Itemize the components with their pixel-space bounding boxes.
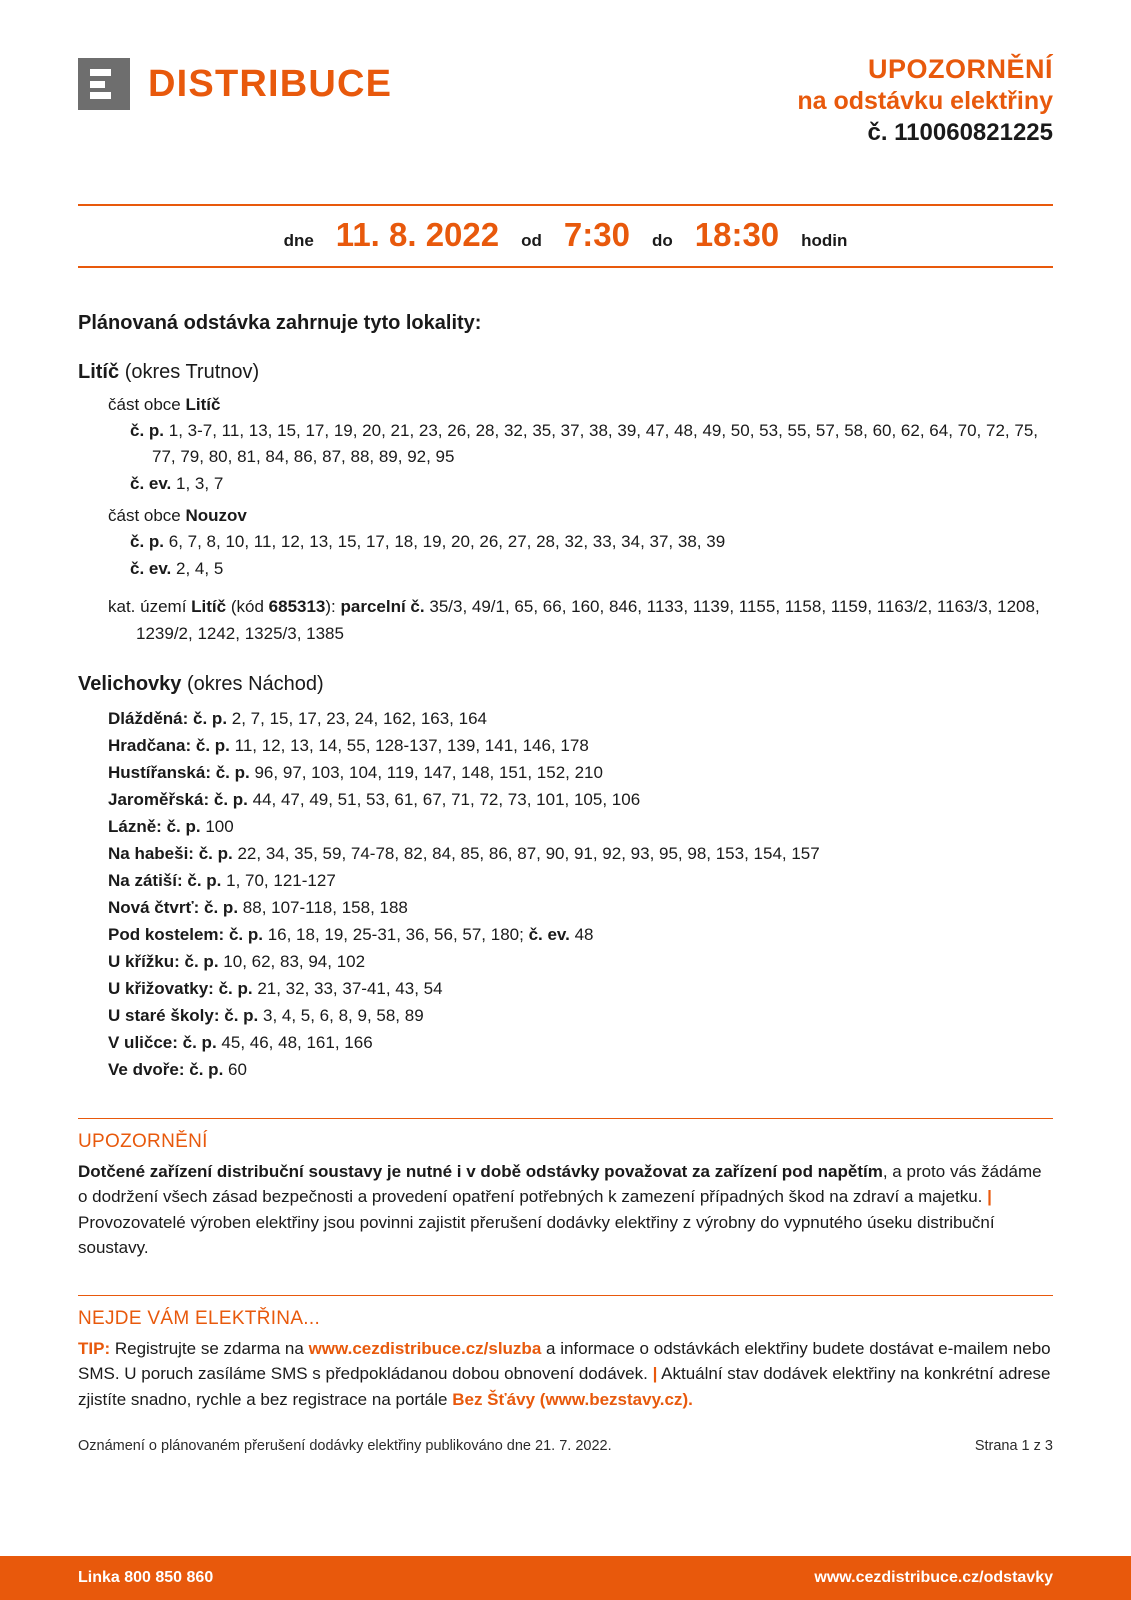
house-number-values: 1, 70, 121-127 (226, 871, 336, 891)
house-number-values: 60 (228, 1060, 247, 1080)
street-name: U křižovatky: (108, 979, 214, 999)
street-name: Na zátiší: (108, 871, 183, 891)
street-row (108, 733, 1053, 760)
footer-phone: Linka 800 850 860 (78, 1569, 214, 1586)
brand-name: DISTRIBUCE (148, 62, 393, 105)
street-name: U křížku: (108, 952, 180, 972)
notice-section-title: UPOZORNĚNÍ (78, 1130, 208, 1152)
part-name: Nouzov (185, 506, 247, 526)
house-numbers-row (130, 556, 1053, 582)
cadastre-row (108, 594, 1053, 647)
house-number-label: č. p. (198, 844, 233, 864)
power-info-text-2: a informace o odstávkách elektřiny budete dostávat e-mailem nebo SMS. U poruch zasíláme SMS s předpokládanou dobou obnovení dodávek. (78, 1338, 1051, 1384)
house-number-values: 22, 34, 35, 59, 74-78, 82, 84, 85, 86, 87, 90, 91, 92, 93, 95, 98, 153, 154, 157 (237, 844, 820, 864)
house-number-label: č. p. (204, 898, 239, 918)
divider-notice (78, 1118, 1053, 1119)
street-name: Dlážděná: (108, 709, 189, 729)
house-number-label: č. p. (195, 736, 230, 756)
label-date: dne (283, 230, 314, 250)
locality-district: (okres Náchod) (186, 672, 324, 695)
outage-date-band (78, 204, 1053, 268)
house-number-values-2: 48 (574, 925, 594, 945)
street-name: Nová čtvrť: (108, 898, 200, 918)
document-header (78, 52, 1053, 148)
locality-details-litic (108, 392, 1053, 647)
label-from: od (521, 230, 542, 250)
notice-separator: | (987, 1187, 992, 1207)
publication-note: Oznámení o plánovaném přerušení dodávky elektřiny publikováno dne 21. 7. 2022. (78, 1438, 612, 1455)
street-row (108, 949, 1053, 976)
house-number-values: 44, 47, 49, 51, 53, 61, 67, 71, 72, 73, 101, 105, 106 (252, 790, 641, 810)
house-number-values: 1, 3, 7 (176, 473, 224, 493)
locality-district: (okres Trutnov) (124, 360, 260, 383)
footer-bar (0, 1556, 1131, 1600)
cadastre-name: Litíč (191, 597, 227, 617)
street-row (108, 976, 1053, 1003)
house-numbers-row (130, 471, 1053, 497)
label-hours: hodin (801, 230, 848, 250)
tip-label: TIP: (78, 1338, 111, 1358)
street-name: Jaroměřská: (108, 790, 210, 810)
power-info-title: NEJDE VÁM ELEKTŘINA... (78, 1307, 321, 1329)
street-row (108, 706, 1053, 733)
street-row (108, 868, 1053, 895)
house-number-label: č. p. (184, 952, 219, 972)
power-info-separator: | (652, 1364, 658, 1384)
street-name: V uličce: (108, 1033, 178, 1053)
street-row (108, 922, 1053, 949)
notice-text-second: Provozovatelé výroben elektřiny jsou povinni zajistit přerušení dodávky elektřiny z výrobny do vypnutého úseku distribuční soustavy. (78, 1212, 995, 1258)
house-number-values: 11, 12, 13, 14, 55, 128-137, 139, 141, 146, 178 (234, 736, 589, 756)
street-row (108, 1003, 1053, 1030)
house-number-label-2: č. ev. (528, 925, 570, 945)
street-row (108, 814, 1053, 841)
house-number-label: č. p. (189, 1060, 224, 1080)
house-number-values: 88, 107-118, 158, 188 (242, 898, 408, 918)
street-name: Hustířanská: (108, 763, 211, 783)
outage-date: 11. 8. 2022 (335, 215, 500, 253)
house-number-values: 6, 7, 8, 10, 11, 12, 13, 15, 17, 18, 19, 20, 26, 27, 28, 32, 33, 34, 37, 38, 39 (168, 532, 726, 552)
locality-heading-litic (78, 361, 1053, 384)
house-number-values: 21, 32, 33, 37-41, 43, 54 (257, 979, 443, 999)
cadastre-code-label: (kód (230, 597, 264, 617)
divider-power-info (78, 1295, 1053, 1296)
house-numbers-row (130, 418, 1053, 471)
part-heading (108, 392, 1053, 418)
house-number-label: č. ev. (130, 558, 172, 578)
street-row (108, 760, 1053, 787)
house-number-label: č. p. (166, 817, 201, 837)
locality-name: Litíč (78, 360, 120, 383)
street-name: Ve dvoře: (108, 1060, 185, 1080)
street-row (108, 1057, 1053, 1084)
street-name: Pod kostelem: (108, 925, 225, 945)
street-list (108, 706, 1053, 1084)
parcel-label: parcelní č. (340, 597, 425, 617)
house-number-values: 96, 97, 103, 104, 119, 147, 148, 151, 152, 210 (254, 763, 603, 783)
cez-square-logo-icon (78, 58, 130, 110)
service-registration-link[interactable]: www.cezdistribuce.cz/sluzba (308, 1338, 542, 1358)
cadastre-prefix: kat. území (108, 597, 187, 617)
house-number-values: 10, 62, 83, 94, 102 (223, 952, 366, 972)
page-number: Strana 1 z 3 (974, 1438, 1053, 1455)
house-number-label: č. p. (130, 421, 165, 441)
street-row (108, 841, 1053, 868)
locality-name: Velichovky (78, 672, 182, 695)
footer-web-link[interactable]: www.cezdistribuce.cz/odstavky (814, 1569, 1053, 1586)
bez-stavy-link[interactable]: www.bezstavy.cz (545, 1389, 683, 1409)
locality-heading-velichovky (78, 673, 1053, 696)
power-info-text-1: Registrujte se zdarma na (114, 1338, 304, 1358)
notice-heading (797, 52, 1053, 148)
house-number-label: č. ev. (130, 473, 172, 493)
street-row (108, 787, 1053, 814)
part-name: Litíč (185, 394, 221, 414)
house-number-label: č. p. (193, 709, 228, 729)
house-number-label: č. p. (187, 871, 222, 891)
cadastre-code: 685313 (268, 597, 326, 617)
street-name: Na habeši: (108, 844, 194, 864)
bez-stavy-paren-close: ). (682, 1389, 693, 1409)
notice-number: č. 110060821225 (867, 118, 1053, 146)
house-number-values: 2, 7, 15, 17, 23, 24, 162, 163, 164 (231, 709, 487, 729)
outage-time-to: 18:30 (694, 215, 780, 253)
street-name: Hradčana: (108, 736, 192, 756)
notice-bold-lead: Dotčené zařízení distribuční soustavy je nutné i v době odstávky považovat za zařízení pod napětím (78, 1161, 883, 1181)
house-number-values: 3, 4, 5, 6, 8, 9, 58, 89 (262, 1006, 424, 1026)
house-number-label: č. p. (218, 979, 253, 999)
notice-title: UPOZORNĚNÍ (867, 54, 1053, 84)
part-label: část obce (108, 394, 181, 414)
house-number-values: 100 (205, 817, 234, 837)
footnote (78, 1438, 1053, 1476)
label-to: do (651, 230, 673, 250)
notice-subtitle: na odstávku elektřiny (797, 87, 1053, 116)
intro-text: Plánovaná odstávka zahrnuje tyto lokality: (78, 311, 482, 334)
house-number-label: č. p. (215, 763, 250, 783)
house-number-label: č. p. (213, 790, 248, 810)
house-number-label: č. p. (224, 1006, 259, 1026)
house-number-values: 1, 3-7, 11, 13, 15, 17, 19, 20, 21, 23, 26, 28, 32, 35, 37, 38, 39, 47, 48, 49, 50, 53, 55, 57, 58, 60, 62, 64, 70, 72, 75, 77, 79, 80, 81, 84, 86, 87, 88, 89, 92, 95 (152, 421, 1038, 467)
notice-text-after-lead: , a proto vás žádáme o dodržení všech zásad bezpečnosti a provedení opatření potřebných k zamezení případných škod na zdraví a majetku. (78, 1161, 1042, 1207)
power-info-body (78, 1336, 1053, 1413)
notice-section-body (78, 1159, 1053, 1261)
street-row (108, 1030, 1053, 1057)
street-name: U staré školy: (108, 1006, 220, 1026)
part-label: část obce (108, 506, 181, 526)
bez-stavy-brand: Bez Šťávy (452, 1389, 536, 1409)
house-number-values: 16, 18, 19, 25-31, 36, 56, 57, 180; (267, 925, 524, 945)
house-number-label: č. p. (228, 925, 263, 945)
house-number-values: 2, 4, 5 (176, 558, 224, 578)
cadastre-code-suffix: ): (325, 597, 336, 617)
street-row (108, 895, 1053, 922)
power-info-text-3: Aktuální stav dodávek elektřiny na konkrétní adrese zjistíte snadno, rychle a bez registrace na portále (78, 1364, 1051, 1409)
house-number-values: 45, 46, 48, 161, 166 (221, 1033, 373, 1053)
house-number-label: č. p. (130, 532, 165, 552)
brand-block (78, 52, 392, 110)
outage-time-from: 7:30 (563, 215, 630, 253)
part-heading (108, 503, 1053, 529)
house-number-label: č. p. (182, 1033, 217, 1053)
parcel-values: 35/3, 49/1, 65, 66, 160, 846, 1133, 1139, 1155, 1158, 1159, 1163/2, 1163/3, 1208, 1239/2, 1242, 1325/3, 1385 (136, 597, 1040, 643)
street-name: Lázně: (108, 817, 162, 837)
house-numbers-row (130, 529, 1053, 555)
bez-stavy-paren-open: ( (539, 1389, 546, 1409)
